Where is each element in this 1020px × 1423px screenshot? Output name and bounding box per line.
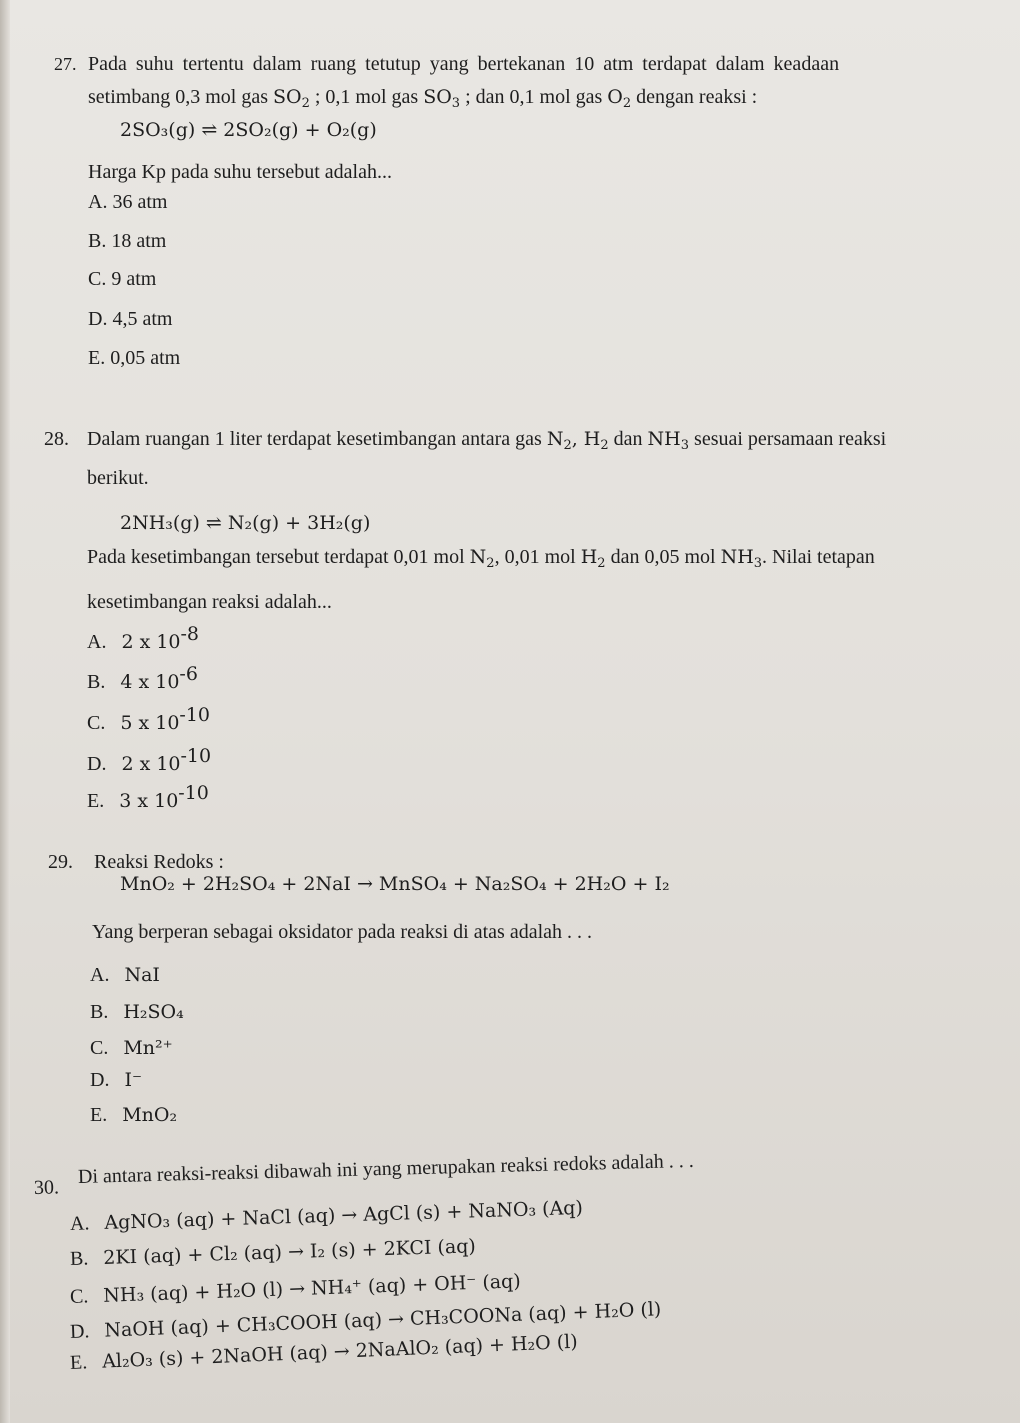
paper-shadow-edge: [0, 0, 10, 1423]
answer-option[interactable]: C. 9 atm: [88, 268, 157, 290]
answer-option[interactable]: A. NaI: [90, 964, 160, 986]
answer-option[interactable]: B. 2KI (aq) + Cl₂ (aq) → I₂ (s) + 2KCI (aq): [69, 1235, 477, 1270]
question-text-line: Pada kesetimbangan tersebut terdapat 0,01 mol $N_2$, 0,01 mol $H_2$ dan 0,05 mol $NH_3$. Nilai tetapan: [87, 546, 875, 571]
question-number: 30.: [33, 1176, 60, 1199]
reaction-equation: 2NH₃(g) ⇌ N₂(g) + 3H₂(g): [120, 512, 371, 534]
question-text-line: Pada suhu tertentu dalam ruang tetutup yang bertekanan 10 atm terdapat dalam keadaan: [88, 53, 840, 75]
answer-option[interactable]: B. 18 atm: [88, 230, 167, 252]
question-prompt: Harga Kp pada suhu tersebut adalah...: [88, 161, 392, 183]
answer-option[interactable]: A. AgNO₃ (aq) + NaCl (aq) → AgCl (s) + NaNO₃ (Aq): [69, 1196, 584, 1235]
answer-option[interactable]: B. 4 x $10^{-6}$: [87, 663, 198, 693]
answer-option[interactable]: C. 5 x $10^{-10}$: [87, 704, 211, 734]
answer-option[interactable]: E. Al₂O₃ (s) + 2NaOH (aq) → 2NaAlO₂ (aq) + H₂O (l): [69, 1330, 579, 1374]
answer-option[interactable]: C. NH₃ (aq) + H₂O (l) → NH₄⁺ (aq) + OH⁻ (aq): [69, 1270, 522, 1308]
answer-option[interactable]: E. 0,05 atm: [88, 347, 181, 369]
question-prompt: kesetimbangan reaksi adalah...: [87, 591, 332, 613]
answer-option[interactable]: E. 3 x $10^{-10}$: [87, 782, 209, 812]
question-prompt: Di antara reaksi-reaksi dibawah ini yang merupakan reaksi redoks adalah . . .: [77, 1149, 694, 1188]
answer-option[interactable]: D. 4,5 atm: [88, 308, 173, 330]
answer-option[interactable]: D. NaOH (aq) + CH₃COOH (aq) → CH₃COONa (aq) + H₂O (l): [69, 1298, 662, 1343]
answer-option[interactable]: D. I⁻: [90, 1069, 142, 1091]
answer-option[interactable]: A. 2 x $10^{-8}$: [87, 623, 200, 653]
question-number: 28.: [44, 428, 69, 450]
answer-option[interactable]: E. MnO₂: [90, 1104, 178, 1126]
question-title: Reaksi Redoks :: [94, 851, 224, 873]
question-number: 29.: [48, 851, 73, 873]
question-number: 27.: [54, 54, 77, 74]
question-prompt: Yang berperan sebagai oksidator pada reaksi di atas adalah . . .: [92, 921, 593, 943]
answer-option[interactable]: A. 36 atm: [88, 191, 168, 213]
reaction-equation: 2SO₃(g) ⇌ 2SO₂(g) + O₂(g): [120, 119, 377, 141]
question-text-line: Dalam ruangan 1 liter terdapat kesetimbangan antara gas $N_2$, $H_2$ dan $NH_3$ sesuai persamaan reaksi: [87, 428, 887, 453]
question-text-line: berikut.: [87, 467, 149, 489]
answer-option[interactable]: B. H₂SO₄: [90, 1001, 184, 1023]
answer-option[interactable]: C. Mn²⁺: [90, 1037, 173, 1059]
question-text-line: setimbang 0,3 mol gas $SO_2$ ; 0,1 mol gas $SO_3$ ; dan 0,1 mol gas $O_2$ dengan reaksi :: [88, 86, 758, 111]
reaction-equation: MnO₂ + 2H₂SO₄ + 2NaI → MnSO₄ + Na₂SO₄ + 2H₂O + I₂: [120, 873, 670, 895]
answer-option[interactable]: D. 2 x $10^{-10}$: [87, 745, 212, 775]
